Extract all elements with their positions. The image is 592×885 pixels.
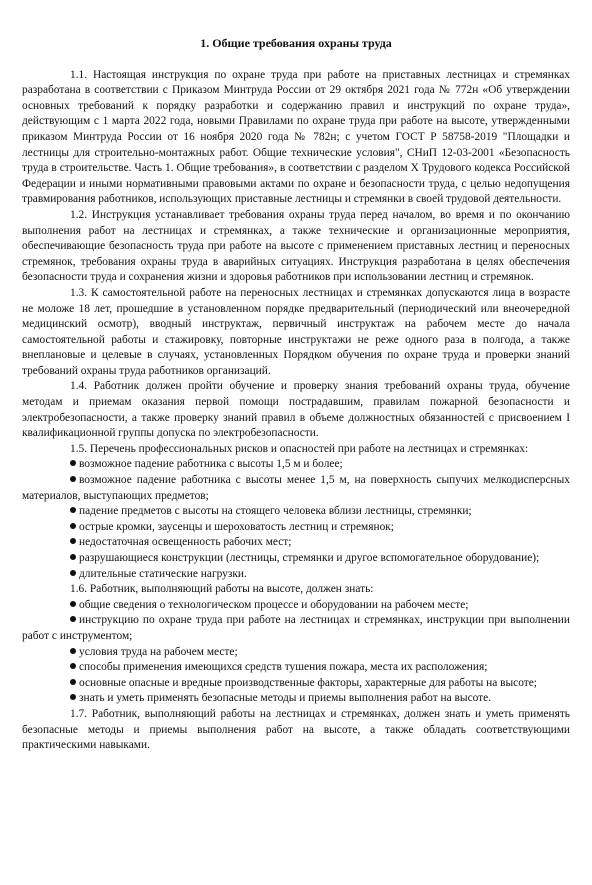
bullet-icon bbox=[70, 601, 76, 607]
risk-list-item: длительные статические нагрузки. bbox=[22, 567, 570, 583]
paragraph-1-4: 1.4. Работник должен пройти обучение и проверку знания требований охраны труда, обучение методам и приемам оказания первой помощи пострадавшим, правилам пожарной безопасности и электробезопасности, а также проверку знаний правил в объеме должностных обязанностей с присвоением I квалификационной группы допуска по электробезопасности. bbox=[22, 380, 570, 440]
knowledge-list-item: способы применения имеющихся средств тушения пожара, места их расположения; bbox=[22, 660, 570, 676]
paragraph-1-7: 1.7. Работник, выполняющий работы на лестницах и стремянках, должен знать и уметь применять безопасные методы и приемы выполнения работ на высоте, а также обладать соответствующими практическими навыками. bbox=[22, 707, 570, 752]
bullet-icon bbox=[70, 538, 76, 544]
bullet-icon bbox=[70, 694, 76, 700]
bullet-icon bbox=[70, 554, 76, 560]
bullet-icon bbox=[70, 460, 76, 466]
bullet-icon bbox=[70, 616, 76, 622]
knowledge-list-item: условия труда на рабочем месте; bbox=[22, 645, 570, 661]
bullet-icon bbox=[70, 663, 76, 669]
risk-list-item: острые кромки, заусенцы и шероховатость лестниц и стремянок; bbox=[22, 520, 570, 536]
risk-list-item: недостаточная освещенность рабочих мест; bbox=[22, 535, 570, 551]
paragraph-1-2: 1.2. Инструкция устанавливает требования охраны труда перед началом, во время и по окончанию выполнения работ на лестницах и стремянках, а также технические и организационные мероприятия, обеспечивающие безопасность труда при работе на высоте с применением приставных лестниц и переносных стремянок, требования охраны труда в аварийных ситуациях. Инструкция разработана в целях обеспечения безопасности труда и сохранения жизни и здоровья работников при использовании лестниц и стремянок. bbox=[22, 208, 570, 284]
bullet-icon bbox=[70, 507, 76, 513]
knowledge-list-item: общие сведения о технологическом процессе и оборудовании на рабочем месте; bbox=[22, 598, 570, 614]
bullet-icon bbox=[70, 476, 76, 482]
knowledge-list-item: инструкцию по охране труда при работе на лестницах и стремянках, инструкции при выполнении работ с инструментом; bbox=[22, 614, 570, 642]
paragraph-1-5: 1.5. Перечень профессиональных рисков и опасностей при работе на лестницах и стремянках: bbox=[70, 442, 529, 455]
section-title: 1. Общие требования охраны труда bbox=[200, 36, 392, 50]
risk-list-item: разрушающиеся конструкции (лестницы, стремянки и другое вспомогательное оборудование); bbox=[22, 551, 570, 567]
bullet-icon bbox=[70, 648, 76, 654]
bullet-icon bbox=[70, 523, 76, 529]
bullet-icon bbox=[70, 679, 76, 685]
risk-list-item: возможное падение работника с высоты 1,5 м и более; bbox=[22, 457, 570, 473]
knowledge-list-item: основные опасные и вредные производственные факторы, характерные для работы на высоте; bbox=[22, 676, 570, 692]
bullet-icon bbox=[70, 570, 76, 576]
paragraph-1-6: 1.6. Работник, выполняющий работы на высоте, должен знать: bbox=[70, 583, 374, 596]
risk-list-item: возможное падение работника с высоты менее 1,5 м, на поверхность сыпучих мелкодисперсных материалов, выступающих предметов; bbox=[22, 474, 570, 502]
paragraph-1-3: 1.3. К самостоятельной работе на переносных лестницах и стремянках допускаются лица в возрасте не моложе 18 лет, прошедшие в установленном порядке предварительный (периодический или внеочередной медицинский осмотр), вводный инструктаж, первичный инструктаж на рабочем месте до начала самостоятельной работы и стажировку, повторные инструктажи не реже одного раза в полгода, а также внеплановые и целевые в случаях, установленных Порядком обучения по охране труда и проверки знаний требований охраны труда работников организаций. bbox=[22, 286, 570, 377]
paragraph-1-1: 1.1. Настоящая инструкция по охране труда при работе на приставных лестницах и стремянках разработана в соответствии с Приказом Минтруда России от 29 октября 2021 года № 772н «Об утверждении основных требований к порядку разработки и содержанию правил и инструкций по охране труда», действующим с 1 марта 2022 года, новыми Правилами по охране труда при работе на высоте, утвержденными приказом Минтруда России от 16 ноября 2020 года № 782н; с учетом ГОСТ Р 58758-2019 "Площадки и лестницы для строительно-монтажных работ. Общие технические условия", СНиП 12-03-2001 «Безопасность труда в строительстве. Часть 1. Общие требования», в соответствии с разделом X Трудового кодекса Российской Федерации и иными нормативными правовыми актами по охране и безопасности труда, с целью недопущения травмирования работников, использующих приставные лестницы и стремянки в своей трудовой деятельности. bbox=[22, 68, 570, 206]
knowledge-list-item: знать и уметь применять безопасные методы и приемы выполнения работ на высоте. bbox=[22, 691, 570, 707]
risk-list-item: падение предметов с высоты на стоящего человека вблизи лестницы, стремянки; bbox=[22, 504, 570, 520]
